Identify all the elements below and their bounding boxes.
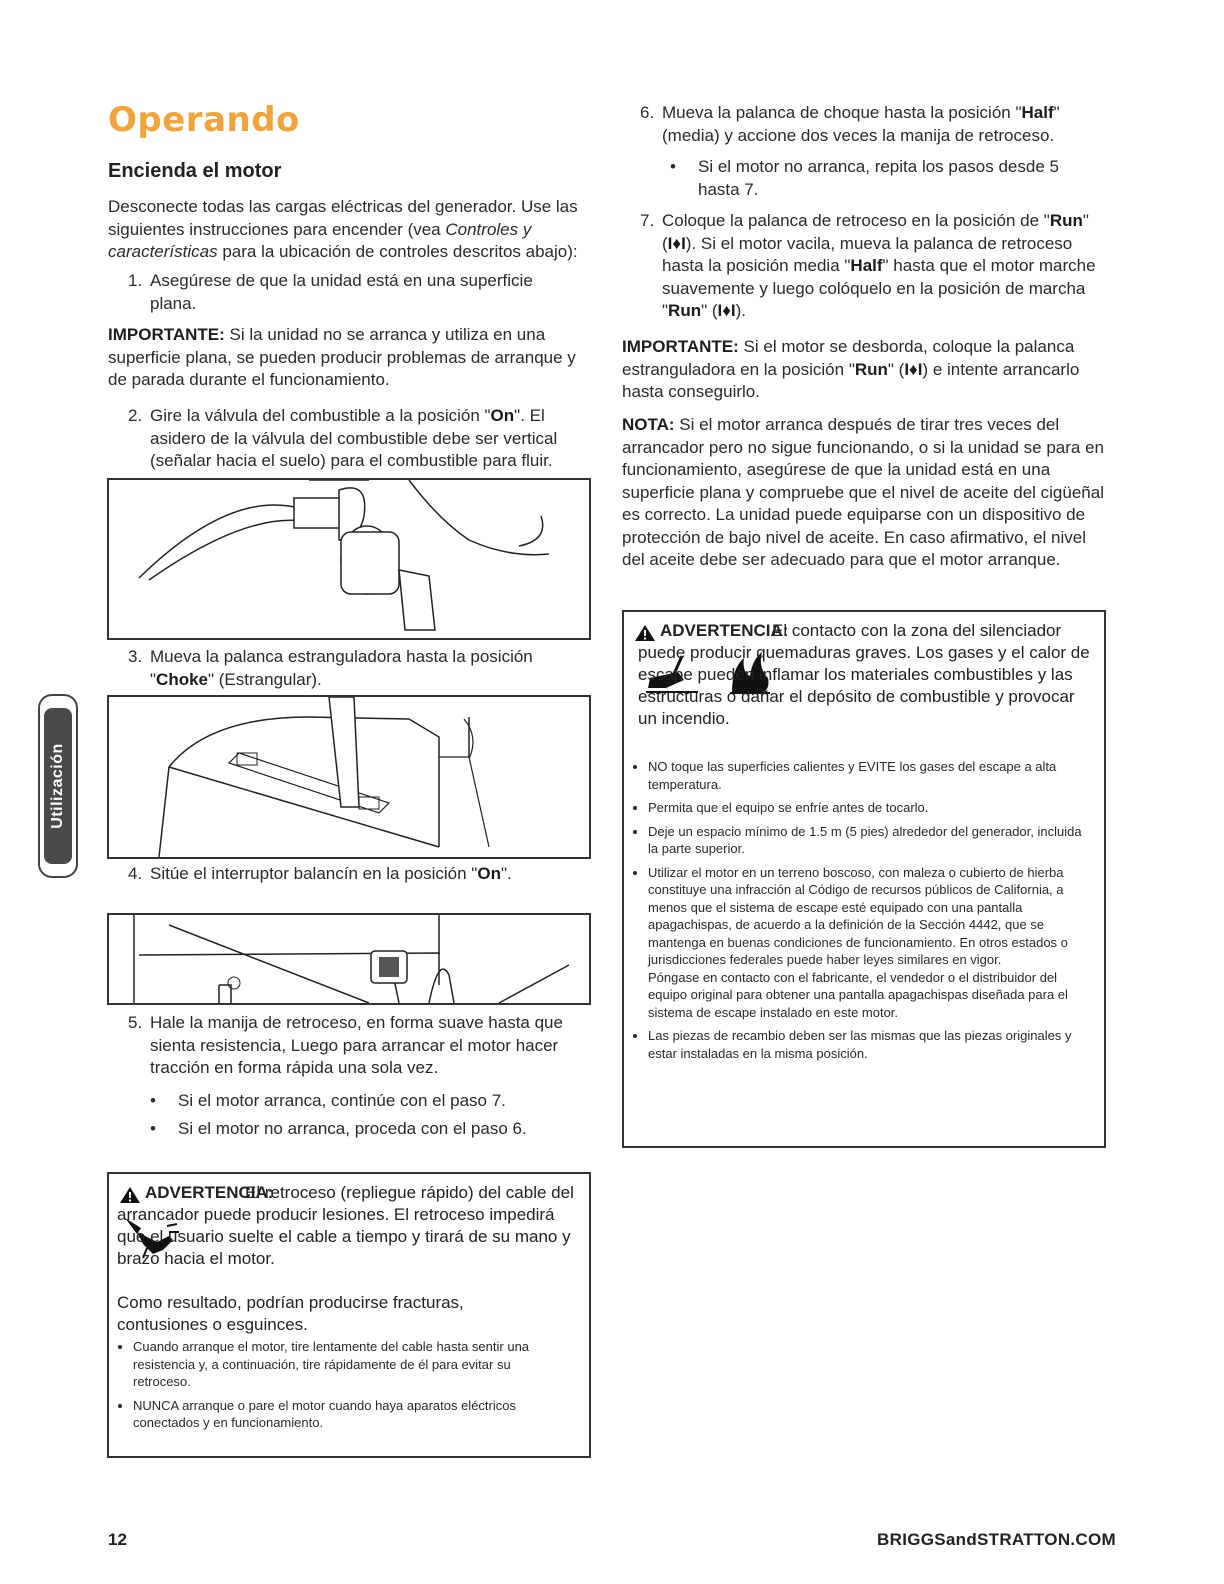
important-text: Si la unidad no se arranca y utiliza en una superficie plana, se pueden producir problemas de arranque y de parada durante el funcionamiento. [108, 325, 576, 389]
section-side-tab [38, 694, 78, 878]
page-title: Operando [108, 100, 300, 140]
warning-text-2: Como resultado, podrían producirse fracturas, contusiones o esguinces. [117, 1293, 464, 1334]
warning-item-text: Utilizar el motor en un terreno boscoso, con maleza o cubierto de hierba constituye una infracción al Código de recursos públicos de California, a menos que el sistema de escape esté equipado con una pantalla apagachispas, de acuerdo a la definición de la Sección 4442, que se mantenga en buenas condiciones de funcionamiento. En otros estados o jurisdicciones federales puede haber leyes similares en vigor. [648, 864, 1068, 967]
warning-item: • Permita que el equipo se enfríe antes de tocarlo. [648, 799, 1094, 817]
fuel-valve-figure [107, 478, 591, 640]
step-bold: Half [1021, 103, 1054, 122]
bullet-text: Si el motor no arranca, proceda con el paso 6. [178, 1119, 527, 1138]
section-heading: Encienda el motor [108, 160, 282, 182]
step-bold: Run [1049, 211, 1083, 230]
step-text: ). Si el motor vacila, mueva la palanca de retroceso hasta la posición media " [662, 233, 1073, 275]
step-text-a: Mueva la palanca de choque hasta la posición " [662, 103, 1022, 122]
step-5-bullet-1: • Si el motor arranca, continúe con el paso 7. [150, 1090, 580, 1113]
step-number: 4. [128, 864, 143, 883]
step-text-a: Mueva la palanca estranguladora hasta la posición " [150, 647, 533, 689]
choke-lever-illustration [109, 697, 589, 857]
fuel-valve-illustration [109, 480, 589, 638]
step-text: Coloque la palanca de retroceso en la posición de " [662, 211, 1050, 230]
step-bold: On [477, 864, 501, 883]
step-text-b: ". El asidero de la válvula del combustible debe ser vertical (señalar hacia el suelo) para el combustible para fluir. [150, 406, 558, 470]
bullet-text: Si el motor arranca, continúe con el paso 7. [178, 1091, 506, 1110]
step-text: " ( [701, 301, 718, 320]
warning-label: ADVERTENCIA: [145, 1183, 274, 1202]
step-number: 6. [640, 103, 655, 122]
nota-paragraph [622, 414, 1104, 572]
step-number: 3. [128, 647, 143, 666]
step-bold: On [490, 406, 515, 425]
intro-italic-ref: Controles y características [108, 219, 532, 261]
important-label: IMPORTANTE: [108, 325, 225, 344]
bullet-text: Si el motor no arranca, repita los pasos desde 5 hasta 7. [698, 157, 1059, 199]
step-5 [128, 1012, 578, 1080]
side-tab-label: Utilización [49, 743, 66, 829]
warning-item: • NUNCA arranque o pare el motor cuando haya aparatos eléctricos conectados y en funcionamiento. [133, 1397, 569, 1432]
warning-item-text: Póngase en contacto con el fabricante, el vendedor o el distribuidor del equipo original para obtener una pantalla apagachispas diseñada para el sistema de escape instalado en este motor. [648, 969, 1068, 1020]
important-text: " ( [887, 359, 905, 379]
warning-item: • Las piezas de recambio deben ser las mismas que las piezas originales y estar instaladas en la misma posición. [648, 1027, 1094, 1062]
step-bold: Half [850, 256, 883, 275]
warning-text: El retroceso (repliegue rápido) del cable del arrancador puede producir lesiones. El retroceso impedirá que el usuario suelte el cable a tiempo y tirará de su mano y brazo hacia el motor. [117, 1183, 574, 1268]
important-text: Si el motor se desborda, coloque la palanca estranguladora en la posición " [622, 337, 1075, 379]
intro-text-b: para la ubicación de controles descritos abajo): [217, 242, 578, 261]
important-text: ) e intente arrancarlo hasta conseguirlo. [622, 359, 1080, 401]
rocker-switch-illustration [109, 915, 589, 1003]
nota-label: NOTA: [622, 415, 675, 434]
step-bold: Choke [156, 669, 209, 689]
intro-text-a: Desconecte todas las cargas eléctricas del generador. Use las siguientes instrucciones para encender (vea [108, 197, 578, 239]
recoil-warning-text-wrap [117, 1182, 577, 1270]
warning-label: ADVERTENCIA: [660, 621, 789, 640]
run-symbol: I♦I [904, 359, 923, 379]
step-number: 1. [128, 271, 143, 290]
page-number: 12 [108, 1530, 127, 1549]
step-text: " ( [662, 211, 1089, 253]
intro-paragraph [108, 196, 590, 264]
recoil-warning-list [117, 1338, 569, 1438]
step-text: " hasta que el motor marche suavemente y luego colóquelo en la posición de marcha " [662, 256, 1096, 320]
rocker-switch-figure [107, 913, 591, 1005]
step-text: ). [735, 301, 747, 320]
important-bold: Run [854, 359, 888, 379]
step-2 [128, 405, 578, 473]
step-5-bullet-2: • Si el motor no arranca, proceda con el paso 6. [150, 1118, 580, 1141]
step-6-bullet: • Si el motor no arranca, repita los pasos desde 5 hasta 7. [670, 156, 1090, 201]
step-text-b: " (media) y accione dos veces la manija de retroceso. [662, 103, 1060, 145]
warning-text: El contacto con la zona del silenciador puede producir quemaduras graves. Los gases y el calor de escape pueden inflamar los materiales combustibles y las estructuras o dañar el depósito de combustible y provocar un incendio. [638, 621, 1090, 728]
step-text-a: Sitúe el interruptor balancín en la posición " [150, 864, 478, 883]
step-text-a: Gire la válvula del combustible a la posición " [150, 406, 491, 425]
step-4 [128, 863, 578, 886]
muffler-warning-list [632, 758, 1094, 1068]
step-number: 2. [128, 406, 143, 425]
nota-text: Si el motor arranca después de tirar tres veces del arrancador pero no sigue funcionando, o si la unidad se para en funcionamiento, asegúrese de que la unidad está en una superficie plana y compruebe que el nivel de aceite del cigüeñal es correcto. La unidad puede equiparse con un dispositivo de protección de bajo nivel de aceite. En caso afirmativo, el nivel del aceite debe ser adecuado para que el motor arranque. [622, 415, 1105, 569]
step-7 [640, 210, 1100, 323]
step-number: 5. [128, 1013, 143, 1032]
step-number: 7. [640, 211, 655, 230]
website-link[interactable]: BRIGGSandSTRATTON.COM [877, 1530, 1116, 1549]
step-1 [128, 270, 568, 315]
step-text: Asegúrese de que la unidad está en una superficie plana. [150, 271, 533, 313]
warning-item [648, 864, 1094, 1022]
run-symbol: I♦I [717, 301, 736, 320]
warning-item: • NO toque las superficies calientes y EVITE los gases del escape a alta temperatura. [648, 758, 1094, 793]
step-bold: Run [668, 301, 702, 320]
run-symbol: I♦I [667, 233, 686, 253]
step-text-b: ". [500, 864, 512, 883]
step-3 [128, 646, 578, 691]
important-note-right [622, 336, 1104, 404]
step-text: Hale la manija de retroceso, en forma suave hasta que sienta resistencia, Luego para arrancar el motor hacer tracción en forma rápida una sola vez. [150, 1013, 563, 1077]
choke-lever-figure [107, 695, 591, 859]
muffler-warning-box [622, 610, 1106, 1148]
warning-item: • Cuando arranque el motor, tire lentamente del cable hasta sentir una resistencia y, a continuación, tire rápidamente de él para evitar su retroceso. [133, 1338, 569, 1391]
recoil-warning-box [107, 1172, 591, 1458]
step-6 [640, 102, 1100, 147]
step-text-b: " (Estrangular). [208, 669, 322, 689]
important-note-left [108, 324, 590, 392]
warning-item: • Deje un espacio mínimo de 1.5 m (5 pies) alrededor del generador, incluida la parte superior. [648, 823, 1094, 858]
important-label: IMPORTANTE: [622, 337, 739, 356]
